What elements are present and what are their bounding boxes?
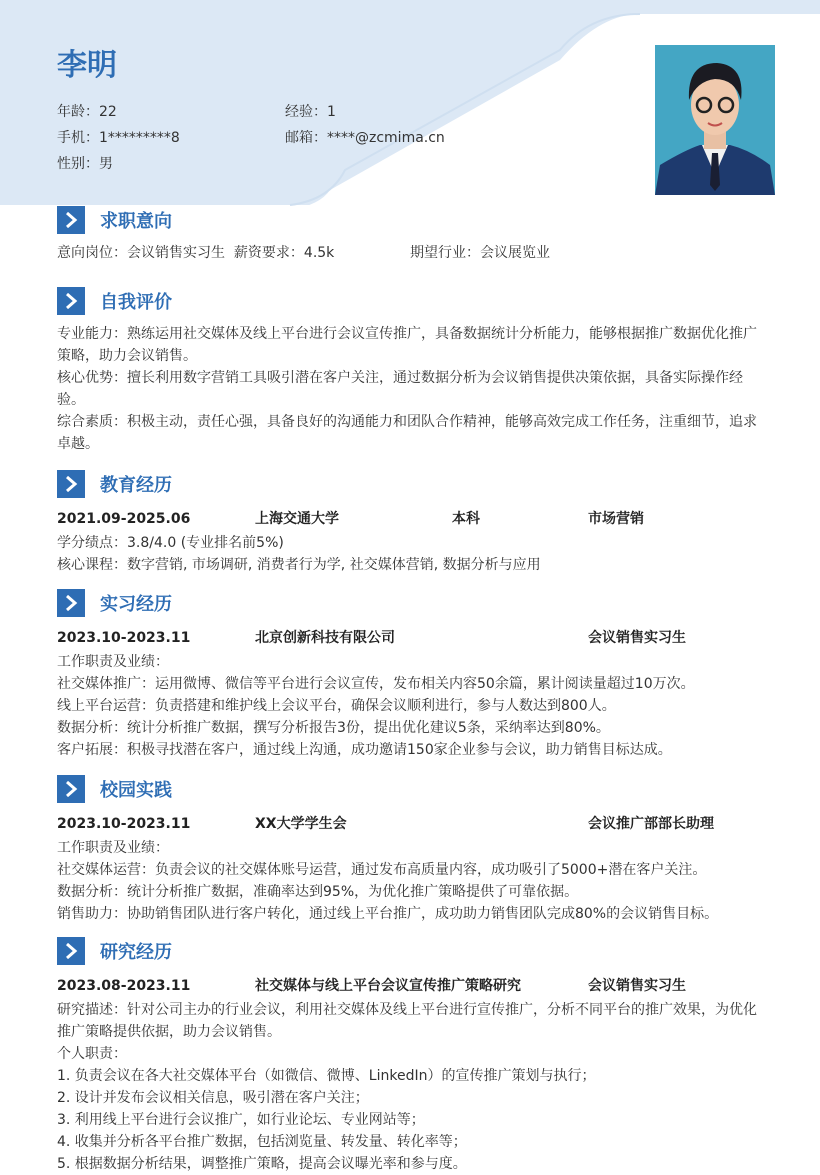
- intent-salary: 薪资要求：4.5k: [233, 245, 335, 261]
- edu-school: 上海交通大学: [255, 511, 339, 527]
- gender: 性别：男: [57, 156, 113, 172]
- section-campus: [57, 775, 767, 925]
- research-line: 研究描述：针对公司主办的行业会议，利用社交媒体及线上平台进行宣传推广，分析不同平台的推广效果，为优化推广策略提供依据，助力会议销售。: [57, 1002, 757, 1040]
- self-line: 综合素质：积极主动，责任心强，具备良好的沟通能力和团队合作精神，能够高效完成工作任务，注重细节，追求卓越。: [57, 414, 757, 452]
- intern-line: 线上平台运营：负责搭建和维护线上会议平台，确保会议顺利进行，参与人数达到800人。: [57, 698, 616, 714]
- research-line: 个人职责：: [57, 1046, 127, 1062]
- campus-line: 社交媒体运营：负责会议的社交媒体账号运营，通过发布高质量内容，成功吸引了5000+潜在客户关注。: [57, 862, 707, 878]
- chevron-right-icon: [57, 937, 85, 965]
- research-topic: 社交媒体与线上平台会议宣传推广策略研究: [255, 978, 521, 994]
- intent-position: 意向岗位：会议销售实习生: [57, 245, 225, 261]
- edu-degree: 本科: [452, 511, 480, 527]
- intern-line: 客户拓展：积极寻找潜在客户，通过线上沟通，成功邀请150家企业参与会议，助力销售目标达成。: [57, 742, 672, 758]
- experience: 经验：1: [285, 104, 336, 120]
- chevron-right-icon: [57, 589, 85, 617]
- chevron-right-icon: [57, 470, 85, 498]
- research-line: 3. 利用线上平台进行会议推广，如行业论坛、专业网站等；: [57, 1112, 425, 1128]
- section-self-evaluation: [57, 287, 767, 455]
- edu-line: 学分绩点：3.8/4.0 (专业排名前5%): [57, 535, 284, 551]
- intern-org: 北京创新科技有限公司: [255, 630, 395, 646]
- section-intent: [57, 206, 767, 264]
- candidate-name: 李明: [57, 48, 117, 83]
- age: 年龄：22: [57, 104, 117, 120]
- email: 邮箱：****@zcmima.cn: [285, 130, 445, 146]
- research-role: 会议销售实习生: [588, 978, 686, 994]
- intern-date: 2023.10-2023.11: [57, 630, 191, 646]
- research-line: 2. 设计并发布会议相关信息，吸引潜在客户关注；: [57, 1090, 369, 1106]
- section-internship: [57, 589, 767, 761]
- chevron-right-icon: [57, 775, 85, 803]
- self-line: 专业能力：熟练运用社交媒体及线上平台进行会议宣传推广，具备数据统计分析能力，能够根据推广数据优化推广策略，助力会议销售。: [57, 326, 757, 364]
- research-line: 4. 收集并分析各平台推广数据，包括浏览量、转发量、转化率等；: [57, 1134, 467, 1150]
- campus-date: 2023.10-2023.11: [57, 816, 191, 832]
- campus-line: 数据分析：统计分析推广数据，准确率达到95%，为优化推广策略提供了可靠依据。: [57, 884, 579, 900]
- section-title: 实习经历: [100, 594, 172, 615]
- section-title: 校园实践: [100, 780, 172, 801]
- intern-line: 数据分析：统计分析推广数据，撰写分析报告3份，提出优化建议5条，采纳率达到80%。: [57, 720, 610, 736]
- campus-line: 工作职责及业绩：: [57, 840, 169, 856]
- section-title: 研究经历: [100, 942, 172, 963]
- research-line: 1. 负责会议在各大社交媒体平台（如微信、微博、LinkedIn）的宣传推广策划与执行；: [57, 1068, 596, 1084]
- intern-role: 会议销售实习生: [588, 630, 686, 646]
- section-education: [57, 470, 767, 576]
- campus-line: 销售助力：协助销售团队进行客户转化，通过线上平台推广，成功助力销售团队完成80%的会议销售目标。: [57, 906, 719, 922]
- edu-date: 2021.09-2025.06: [57, 511, 191, 527]
- section-title: 自我评价: [100, 292, 172, 313]
- self-line: 核心优势：擅长利用数字营销工具吸引潜在客户关注，通过数据分析为会议销售提供决策依据，具备实际操作经验。: [57, 370, 743, 408]
- research-line: 5. 根据数据分析结果，调整推广策略，提高会议曝光率和参与度。: [57, 1156, 467, 1172]
- edu-line: 核心课程：数字营销, 市场调研, 消费者行为学, 社交媒体营销, 数据分析与应用: [57, 557, 541, 573]
- campus-role: 会议推广部部长助理: [588, 816, 714, 832]
- intern-line: 社交媒体推广：运用微博、微信等平台进行会议宣传，发布相关内容50余篇，累计阅读量超过10万次。: [57, 676, 695, 692]
- campus-org: XX大学学生会: [255, 816, 347, 832]
- intent-industry: 期望行业：会议展览业: [410, 245, 550, 261]
- edu-major: 市场营销: [588, 511, 644, 527]
- section-research: [57, 937, 767, 1175]
- research-date: 2023.08-2023.11: [57, 978, 191, 994]
- section-title: 求职意向: [100, 211, 172, 232]
- chevron-right-icon: [57, 206, 85, 234]
- chevron-right-icon: [57, 287, 85, 315]
- section-title: 教育经历: [100, 475, 172, 496]
- phone: 手机：1*********8: [57, 130, 180, 146]
- profile-photo: [655, 45, 775, 195]
- intern-line: 工作职责及业绩：: [57, 654, 169, 670]
